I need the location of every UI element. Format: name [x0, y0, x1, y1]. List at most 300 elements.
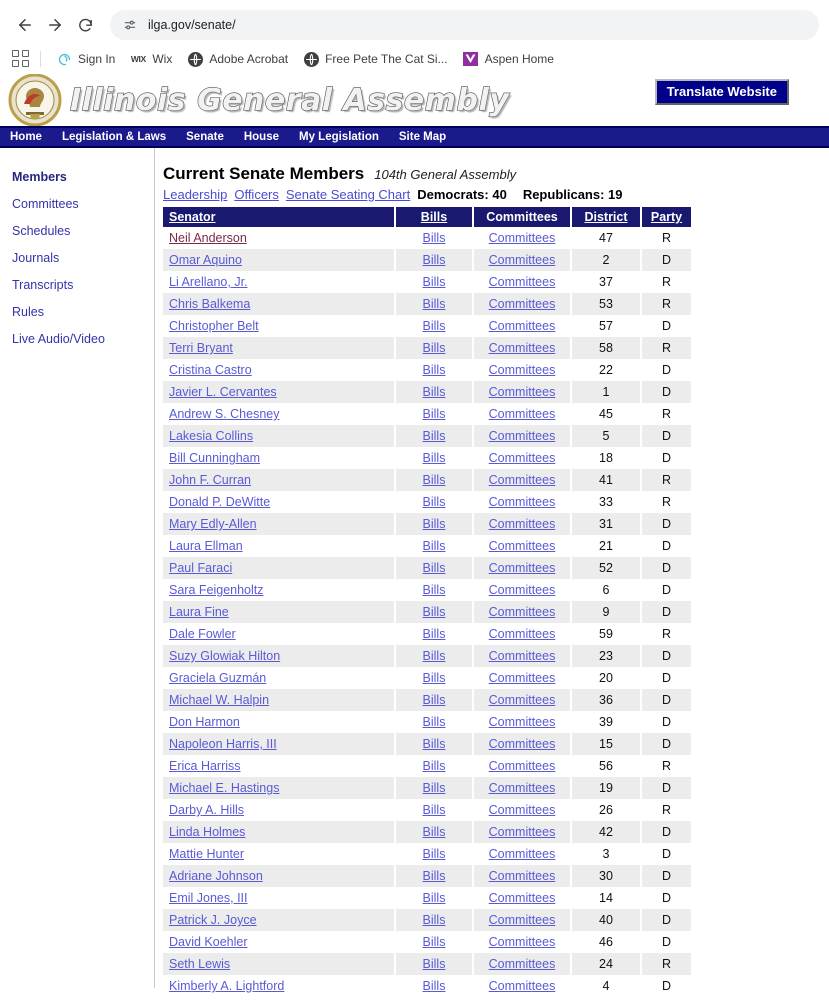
- subnav-row: [163, 187, 829, 202]
- aspen-logo-icon: [463, 51, 479, 67]
- cell-senator: [163, 381, 395, 403]
- table-row: [163, 623, 691, 645]
- translate-website-button[interactable]: Translate Website: [655, 79, 789, 105]
- senator-link[interactable]: Neil Anderson: [169, 231, 247, 245]
- browser-chrome: [0, 0, 829, 74]
- cell-district: 6: [571, 579, 641, 601]
- cell-committees: [473, 887, 571, 909]
- cell-party: R: [641, 271, 691, 293]
- sidebar-item-rules[interactable]: Rules: [12, 305, 44, 319]
- nav-item-my-legislation[interactable]: My Legislation: [299, 131, 379, 143]
- senator-link[interactable]: Mattie Hunter: [169, 847, 245, 861]
- bills-link[interactable]: Bills: [422, 319, 446, 333]
- cell-senator: [163, 447, 395, 469]
- url-text: ilga.gov/senate/: [148, 18, 236, 32]
- cell-committees: [473, 667, 571, 689]
- cell-district: 14: [571, 887, 641, 909]
- cell-bills: [395, 337, 473, 359]
- bills-link[interactable]: Bills: [422, 451, 446, 465]
- page-content: [0, 74, 829, 1001]
- committees-link[interactable]: Committees: [488, 561, 556, 575]
- senator-link[interactable]: Sara Feigenholtz: [169, 583, 264, 597]
- title-row: [163, 164, 829, 184]
- bills-link[interactable]: Bills: [422, 627, 446, 641]
- committees-link[interactable]: Committees: [488, 737, 556, 751]
- senator-link[interactable]: Linda Holmes: [169, 825, 246, 839]
- browser-toolbar: [0, 6, 829, 44]
- table-row: [163, 601, 691, 623]
- senator-link[interactable]: Emil Jones, III: [169, 891, 248, 905]
- cell-party: D: [641, 381, 691, 403]
- bookmark-label: Aspen Home: [484, 52, 554, 66]
- senator-link[interactable]: Donald P. DeWitte: [169, 495, 271, 509]
- cell-committees: [473, 337, 571, 359]
- cell-party: D: [641, 535, 691, 557]
- committees-link[interactable]: Committees: [488, 979, 556, 993]
- committees-link[interactable]: Committees: [488, 539, 556, 553]
- table-row: [163, 315, 691, 337]
- cell-bills: [395, 381, 473, 403]
- table-row: [163, 513, 691, 535]
- bills-link[interactable]: Bills: [422, 891, 446, 905]
- senator-link[interactable]: Dale Fowler: [169, 627, 236, 641]
- sidebar-item-schedules[interactable]: Schedules: [12, 224, 71, 238]
- senator-link[interactable]: Andrew S. Chesney: [169, 407, 280, 421]
- senator-link[interactable]: Mary Edly-Allen: [169, 517, 257, 531]
- cell-district: 23: [571, 645, 641, 667]
- senator-link[interactable]: John F. Curran: [169, 473, 251, 487]
- cell-committees: [473, 931, 571, 953]
- bills-link[interactable]: Bills: [422, 913, 446, 927]
- bills-link[interactable]: Bills: [422, 363, 446, 377]
- nav-item-legislation-and-laws[interactable]: Legislation & Laws: [61, 131, 167, 143]
- senator-link[interactable]: Laura Ellman: [169, 539, 243, 553]
- cell-committees: [473, 513, 571, 535]
- cell-district: 15: [571, 733, 641, 755]
- cell-bills: [395, 491, 473, 513]
- committees-link[interactable]: Committees: [488, 495, 556, 509]
- cell-senator: [163, 359, 395, 381]
- cell-party: D: [641, 359, 691, 381]
- cell-bills: [395, 667, 473, 689]
- page-title: Current Senate Members: [163, 164, 365, 183]
- cell-committees: [473, 491, 571, 513]
- cell-senator: [163, 733, 395, 755]
- cell-committees: [473, 447, 571, 469]
- link-officers[interactable]: Officers: [234, 187, 279, 202]
- senator-link[interactable]: Li Arellano, Jr.: [169, 275, 248, 289]
- table-row: [163, 535, 691, 557]
- bills-link[interactable]: Bills: [422, 759, 446, 773]
- cell-party: D: [641, 249, 691, 271]
- page-body: [0, 148, 829, 997]
- committees-link[interactable]: Committees: [488, 671, 556, 685]
- bills-link[interactable]: Bills: [422, 517, 446, 531]
- senator-link[interactable]: David Koehler: [169, 935, 248, 949]
- bills-link[interactable]: Bills: [422, 539, 446, 553]
- cell-bills: [395, 359, 473, 381]
- committees-link[interactable]: Committees: [488, 451, 556, 465]
- cell-bills: [395, 601, 473, 623]
- cell-senator: [163, 315, 395, 337]
- site-title: Illinois General Assembly: [70, 82, 510, 118]
- committees-link[interactable]: Committees: [488, 231, 556, 245]
- bills-link[interactable]: Bills: [422, 693, 446, 707]
- cell-senator: [163, 425, 395, 447]
- sidebar-item-journals[interactable]: Journals: [12, 251, 60, 265]
- cell-senator: [163, 777, 395, 799]
- cell-senator: [163, 975, 395, 997]
- committees-link[interactable]: Committees: [488, 253, 556, 267]
- column-header-senator[interactable]: [163, 207, 395, 227]
- committees-link[interactable]: Committees: [488, 363, 556, 377]
- cell-bills: [395, 249, 473, 271]
- cell-committees: [473, 359, 571, 381]
- cell-bills: [395, 887, 473, 909]
- table-row: [163, 249, 691, 271]
- bills-link[interactable]: Bills: [422, 561, 446, 575]
- bills-link[interactable]: Bills: [422, 649, 446, 663]
- cell-committees: [473, 689, 571, 711]
- committees-link[interactable]: Committees: [488, 891, 556, 905]
- cell-party: D: [641, 909, 691, 931]
- cell-party: R: [641, 623, 691, 645]
- cell-district: 3: [571, 843, 641, 865]
- cell-committees: [473, 425, 571, 447]
- committees-link[interactable]: Committees: [488, 803, 556, 817]
- nav-item-house[interactable]: House: [243, 131, 279, 143]
- committees-link[interactable]: Committees: [488, 627, 556, 641]
- sidebar-item-live-audio-video[interactable]: Live Audio/Video: [12, 332, 105, 346]
- nav-item-site-map[interactable]: Site Map: [398, 131, 447, 143]
- cell-senator: [163, 403, 395, 425]
- cell-bills: [395, 425, 473, 447]
- senator-link[interactable]: Kimberly A. Lightford: [169, 979, 285, 993]
- cell-committees: [473, 469, 571, 491]
- cell-district: 58: [571, 337, 641, 359]
- committees-link[interactable]: Committees: [488, 319, 556, 333]
- wix-sign-in-icon: [56, 51, 72, 67]
- senator-link[interactable]: Chris Balkema: [169, 297, 251, 311]
- table-row: [163, 337, 691, 359]
- cell-senator: [163, 601, 395, 623]
- bills-link[interactable]: Bills: [422, 341, 446, 355]
- senator-link[interactable]: Terri Bryant: [169, 341, 233, 355]
- senator-link[interactable]: Patrick J. Joyce: [169, 913, 257, 927]
- nav-item-senate[interactable]: Senate: [186, 131, 224, 143]
- bookmark-label: Adobe Acrobat: [209, 52, 289, 66]
- cell-bills: [395, 535, 473, 557]
- nav-item-home[interactable]: Home: [10, 131, 42, 143]
- cell-district: 36: [571, 689, 641, 711]
- committees-link[interactable]: Committees: [488, 759, 556, 773]
- bills-link[interactable]: Bills: [422, 429, 446, 443]
- cell-party: R: [641, 799, 691, 821]
- cell-bills: [395, 865, 473, 887]
- reload-icon[interactable]: [70, 10, 100, 40]
- senate-members-table: [163, 207, 691, 997]
- table-row: [163, 711, 691, 733]
- cell-district: 56: [571, 755, 641, 777]
- committees-link[interactable]: Committees: [488, 693, 556, 707]
- column-header-party-label: Party: [650, 210, 683, 224]
- senator-link[interactable]: Javier L. Cervantes: [169, 385, 277, 399]
- apps-grid-icon[interactable]: [12, 50, 30, 68]
- cell-committees: [473, 381, 571, 403]
- cell-party: R: [641, 337, 691, 359]
- sidebar-item-committees[interactable]: Committees: [12, 197, 79, 211]
- senator-link[interactable]: Cristina Castro: [169, 363, 252, 377]
- committees-link[interactable]: Committees: [488, 869, 556, 883]
- sidebar-item-transcripts[interactable]: Transcripts: [12, 278, 74, 292]
- cell-bills: [395, 623, 473, 645]
- cell-district: 57: [571, 315, 641, 337]
- bills-link[interactable]: Bills: [422, 957, 446, 971]
- sidebar-item-members[interactable]: Members: [12, 170, 67, 184]
- cell-senator: [163, 755, 395, 777]
- cell-district: 4: [571, 975, 641, 997]
- bills-link[interactable]: Bills: [422, 605, 446, 619]
- cell-bills: [395, 271, 473, 293]
- table-header: [163, 207, 691, 227]
- cell-district: 21: [571, 535, 641, 557]
- cell-district: 19: [571, 777, 641, 799]
- column-header-committees-label: Committees: [486, 210, 558, 224]
- cell-committees: [473, 579, 571, 601]
- assembly-label: 104th General Assembly: [374, 167, 517, 182]
- table-row: [163, 447, 691, 469]
- bills-link[interactable]: Bills: [422, 869, 446, 883]
- cell-committees: [473, 953, 571, 975]
- bills-link[interactable]: Bills: [422, 297, 446, 311]
- globe-icon: [187, 51, 203, 67]
- table-row: [163, 865, 691, 887]
- senator-link[interactable]: Adriane Johnson: [169, 869, 263, 883]
- cell-bills: [395, 711, 473, 733]
- cell-bills: [395, 513, 473, 535]
- cell-district: 33: [571, 491, 641, 513]
- committees-link[interactable]: Committees: [488, 825, 556, 839]
- cell-committees: [473, 271, 571, 293]
- cell-committees: [473, 403, 571, 425]
- cell-party: R: [641, 227, 691, 249]
- bills-link[interactable]: Bills: [422, 275, 446, 289]
- bookmarks-divider: [40, 51, 41, 67]
- bills-link[interactable]: Bills: [422, 583, 446, 597]
- cell-committees: [473, 821, 571, 843]
- bills-link[interactable]: Bills: [422, 473, 446, 487]
- senator-link[interactable]: Darby A. Hills: [169, 803, 245, 817]
- bills-link[interactable]: Bills: [422, 781, 446, 795]
- column-header-committees: [473, 207, 571, 227]
- column-header-district[interactable]: [571, 207, 641, 227]
- table-row: [163, 579, 691, 601]
- cell-party: D: [641, 843, 691, 865]
- cell-party: D: [641, 931, 691, 953]
- cell-committees: [473, 755, 571, 777]
- senator-link[interactable]: Graciela Guzmán: [169, 671, 267, 685]
- bookmark-label: Sign In: [78, 52, 116, 66]
- table-row: [163, 403, 691, 425]
- cell-senator: [163, 689, 395, 711]
- cell-party: D: [641, 821, 691, 843]
- cell-district: 47: [571, 227, 641, 249]
- cell-senator: [163, 667, 395, 689]
- bills-link[interactable]: Bills: [422, 715, 446, 729]
- bills-link[interactable]: Bills: [422, 253, 446, 267]
- senator-link[interactable]: Seth Lewis: [169, 957, 231, 971]
- senator-link[interactable]: Erica Harriss: [169, 759, 241, 773]
- link-leadership[interactable]: Leadership: [163, 187, 228, 202]
- table-row: [163, 777, 691, 799]
- bookmark-sign-in[interactable]: [49, 47, 122, 71]
- table-row: [163, 953, 691, 975]
- senator-link[interactable]: Omar Aquino: [169, 253, 242, 267]
- bills-link[interactable]: Bills: [422, 979, 446, 993]
- bills-link[interactable]: Bills: [422, 847, 446, 861]
- cell-party: D: [641, 645, 691, 667]
- cell-bills: [395, 403, 473, 425]
- bookmark-free-pete-the-cat[interactable]: [296, 47, 455, 71]
- cell-committees: [473, 557, 571, 579]
- committees-link[interactable]: Committees: [488, 297, 556, 311]
- bills-link[interactable]: Bills: [422, 803, 446, 817]
- cell-committees: [473, 711, 571, 733]
- cell-senator: [163, 909, 395, 931]
- bills-link[interactable]: Bills: [422, 407, 446, 421]
- table-row: [163, 359, 691, 381]
- cell-senator: [163, 931, 395, 953]
- table-row: [163, 425, 691, 447]
- cell-party: D: [641, 425, 691, 447]
- cell-committees: [473, 315, 571, 337]
- senator-link[interactable]: Bill Cunningham: [169, 451, 261, 465]
- committees-link[interactable]: Committees: [488, 341, 556, 355]
- cell-senator: [163, 491, 395, 513]
- cell-bills: [395, 315, 473, 337]
- cell-senator: [163, 293, 395, 315]
- committees-link[interactable]: Committees: [488, 385, 556, 399]
- committees-link[interactable]: Committees: [488, 957, 556, 971]
- cell-district: 31: [571, 513, 641, 535]
- link-senate-seating-chart[interactable]: Senate Seating Chart: [285, 187, 411, 202]
- bills-link[interactable]: Bills: [422, 231, 446, 245]
- senator-link[interactable]: Michael W. Halpin: [169, 693, 270, 707]
- cell-district: 26: [571, 799, 641, 821]
- committees-link[interactable]: Committees: [488, 407, 556, 421]
- cell-committees: [473, 777, 571, 799]
- cell-party: R: [641, 755, 691, 777]
- senator-link[interactable]: Suzy Glowiak Hilton: [169, 649, 281, 663]
- column-header-party[interactable]: [641, 207, 691, 227]
- committees-link[interactable]: Committees: [488, 275, 556, 289]
- cell-bills: [395, 777, 473, 799]
- senator-link[interactable]: Napoleon Harris, III: [169, 737, 277, 751]
- bookmark-adobe-acrobat[interactable]: [180, 47, 295, 71]
- committees-link[interactable]: Committees: [488, 583, 556, 597]
- committees-link[interactable]: Committees: [488, 517, 556, 531]
- cell-committees: [473, 227, 571, 249]
- globe-icon: [303, 51, 319, 67]
- cell-bills: [395, 227, 473, 249]
- cell-senator: [163, 535, 395, 557]
- cell-district: 2: [571, 249, 641, 271]
- cell-party: R: [641, 491, 691, 513]
- cell-party: R: [641, 293, 691, 315]
- site-settings-sliders-icon[interactable]: [122, 17, 138, 33]
- cell-bills: [395, 293, 473, 315]
- senator-link[interactable]: Laura Fine: [169, 605, 229, 619]
- committees-link[interactable]: Committees: [488, 847, 556, 861]
- bills-link[interactable]: Bills: [422, 671, 446, 685]
- cell-party: D: [641, 975, 691, 997]
- committees-link[interactable]: Committees: [488, 781, 556, 795]
- cell-district: 18: [571, 447, 641, 469]
- cell-bills: [395, 645, 473, 667]
- cell-bills: [395, 447, 473, 469]
- democrats-count: Democrats: 40: [417, 187, 507, 202]
- bookmark-wix[interactable]: [123, 47, 179, 71]
- bookmark-aspen-home[interactable]: [456, 47, 561, 71]
- back-arrow-icon[interactable]: [10, 10, 40, 40]
- cell-committees: [473, 535, 571, 557]
- cell-bills: [395, 469, 473, 491]
- senator-link[interactable]: Michael E. Hastings: [169, 781, 280, 795]
- committees-link[interactable]: Committees: [488, 605, 556, 619]
- cell-district: 30: [571, 865, 641, 887]
- cell-district: 46: [571, 931, 641, 953]
- address-bar[interactable]: [110, 10, 819, 40]
- forward-arrow-icon[interactable]: [40, 10, 70, 40]
- committees-link[interactable]: Committees: [488, 429, 556, 443]
- sidebar: [0, 148, 155, 988]
- table-row: [163, 755, 691, 777]
- column-header-bills[interactable]: [395, 207, 473, 227]
- cell-party: D: [641, 865, 691, 887]
- cell-senator: [163, 513, 395, 535]
- bills-link[interactable]: Bills: [422, 495, 446, 509]
- cell-bills: [395, 799, 473, 821]
- cell-senator: [163, 469, 395, 491]
- committees-link[interactable]: Committees: [488, 935, 556, 949]
- senator-link[interactable]: Paul Faraci: [169, 561, 233, 575]
- cell-committees: [473, 601, 571, 623]
- bills-link[interactable]: Bills: [422, 825, 446, 839]
- cell-district: 59: [571, 623, 641, 645]
- senator-link[interactable]: Christopher Belt: [169, 319, 259, 333]
- senator-link[interactable]: Don Harmon: [169, 715, 240, 729]
- cell-bills: [395, 557, 473, 579]
- cell-bills: [395, 755, 473, 777]
- cell-district: 5: [571, 425, 641, 447]
- senator-link[interactable]: Lakesia Collins: [169, 429, 254, 443]
- bills-link[interactable]: Bills: [422, 737, 446, 751]
- table-row: [163, 975, 691, 997]
- cell-party: D: [641, 711, 691, 733]
- cell-party: D: [641, 447, 691, 469]
- cell-senator: [163, 645, 395, 667]
- illinois-state-seal-icon: [6, 74, 64, 126]
- committees-link[interactable]: Committees: [488, 473, 556, 487]
- table-body: [163, 227, 691, 997]
- cell-district: 41: [571, 469, 641, 491]
- committees-link[interactable]: Committees: [488, 715, 556, 729]
- committees-link[interactable]: Committees: [488, 913, 556, 927]
- bills-link[interactable]: Bills: [422, 385, 446, 399]
- bills-link[interactable]: Bills: [422, 935, 446, 949]
- committees-link[interactable]: Committees: [488, 649, 556, 663]
- cell-bills: [395, 909, 473, 931]
